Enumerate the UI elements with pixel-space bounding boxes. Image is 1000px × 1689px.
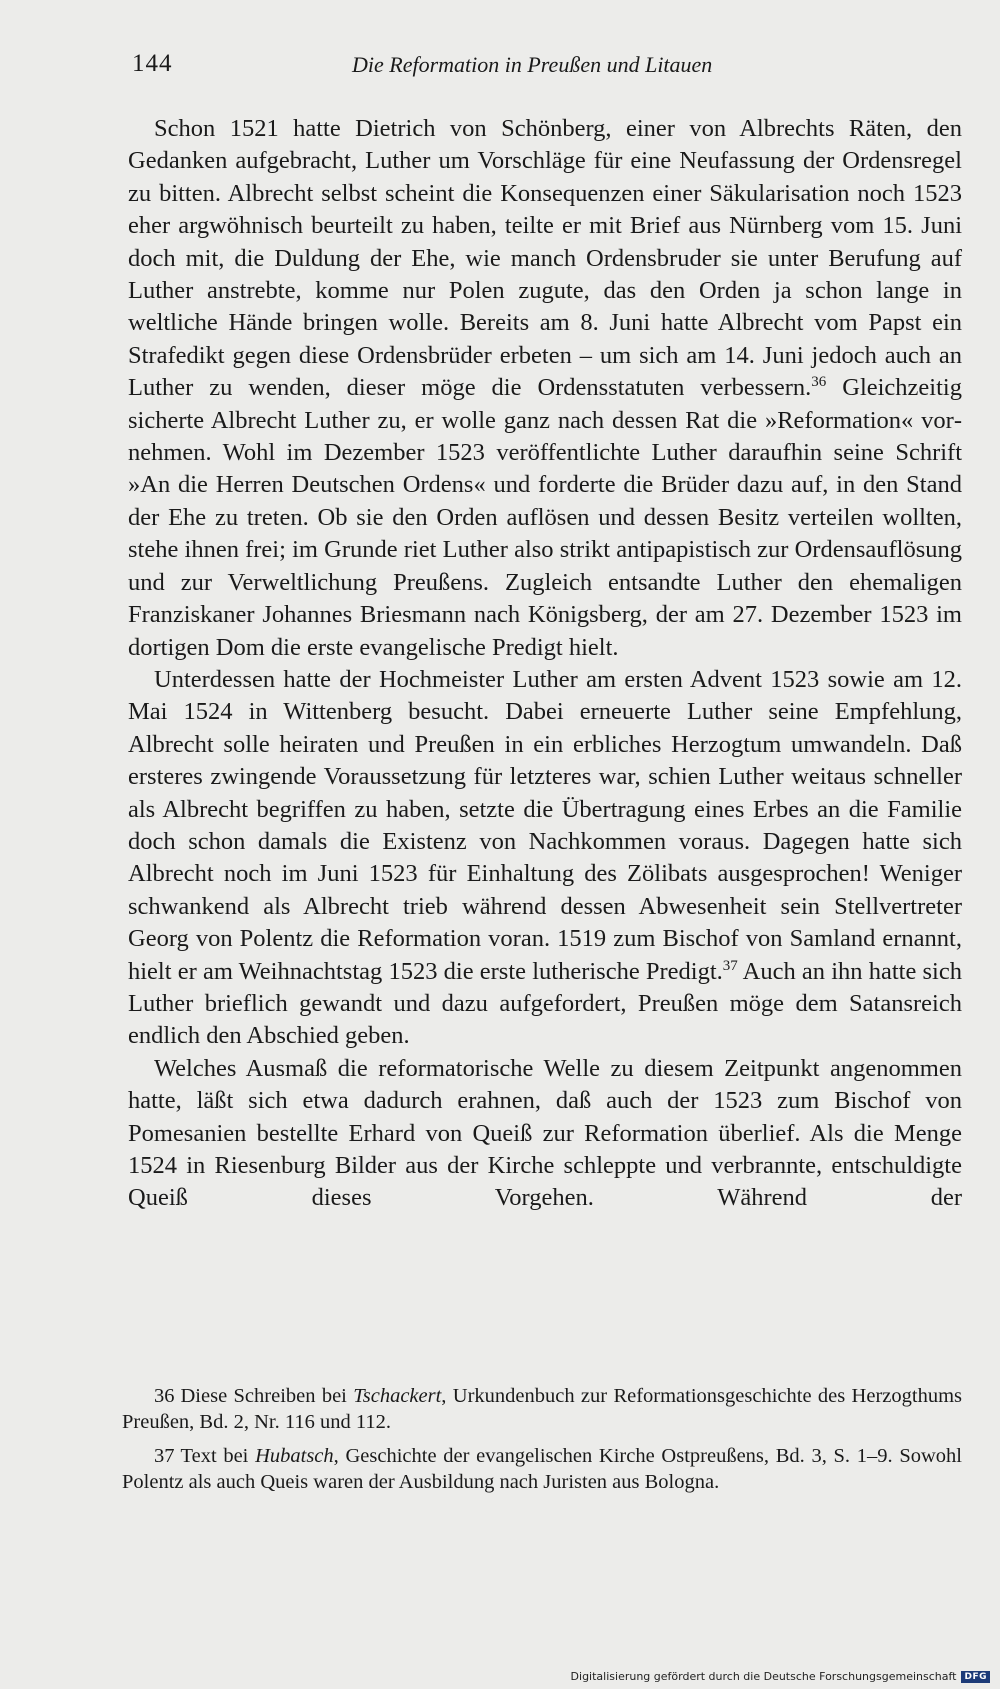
paragraph-text: Unterdessen hatte der Hochmeister Luther am ersten Advent 1523 sowie am 12. Mai 1524 in Wittenberg besucht. Dabei erneuerte Luther seine Empfehlung, Albrecht solle heiraten und Preußen in ein erbliches Herzogtum umwandeln. Daß ersteres zwingende Voraussetzung für letzteres war, schien Luther weitaus schneller als Albrecht begriffen zu haben, setzte die Übertragung eines Erbes an die Familie doch schon damals die Existenz von Nachkommen voraus. Dagegen hatte sich Albrecht noch im Juni 1523 für Einhaltung des Zölibats ausgesprochen! Weniger schwankend als Albrecht trieb während dessen Abwesenheit sein Stellvertreter Georg von Polentz die Reformation voran. 1519 zum Bischof von Samland ernannt, hielt er am Weihnachtstag 1523 die erste lutherische Predigt.: [128, 665, 962, 985]
footnote-number: 36: [154, 1385, 175, 1407]
footnote-author: Hubatsch: [255, 1445, 334, 1467]
credit-text: Digitalisierung gefördert durch die Deutsche Forschungsgemeinschaft: [570, 1670, 957, 1683]
paragraph-1: [128, 113, 962, 664]
dfg-logo-icon: DFG: [961, 1671, 990, 1683]
footnote-37: [122, 1443, 962, 1495]
footnotes: [122, 1383, 962, 1503]
page-number: 144: [132, 50, 173, 77]
paragraph-text: Welches Ausmaß die reformatorische Welle zu diesem Zeitpunkt angenommen hatte, läßt sich etwa dadurch erahnen, daß auch der 1523 zum Bischof von Pomesanien bestellte Erhard von Queiß zur Reformation überlief. Als die Menge 1524 in Riesenburg Bilder aus der Kirche schleppte und verbrannte, entschuldigte Queiß dieses Vorgehen. Während der: [128, 1054, 962, 1212]
paragraph-text: Gleichzeitig sicherte Albrecht Luther zu, er wolle ganz nach dessen Rat die »Reformation« vornehmen. Wohl im Dezember 1523 veröffentlichte Luther daraufhin seine Schrift »An die Herren Deutschen Ordens« und forderte die Brüder dazu auf, in den Stand der Ehe zu treten. Ob sie den Orden auflösen und dessen Besitz verteilen wollten, stehe ihnen frei; im Grunde riet Luther also strikt antipapistisch zur Ordensauflösung und zur Verweltlichung Preußens. Zugleich entsandte Luther den ehemaligen Franziskaner Johannes Briesmann nach Königsberg, der am 27. Dezember 1523 im dortigen Dom die erste evangelische Predigt hielt.: [128, 374, 962, 661]
footnote-text: Diese Schreiben bei: [180, 1385, 354, 1407]
paragraph-text: Auch an ihn hatte sich Luther brieflich gewandt und dazu aufgefordert, Preußen möge dem Satansreich endlich den Abschied geben.: [128, 957, 962, 1050]
footnote-ref-37: 37: [722, 957, 738, 974]
footnote-text: , Geschichte der evangelischen Kirche Ostpreußens, Bd. 3, S. 1–9. Sowohl Polentz als auch Queis waren der Ausbildung nach Juristen aus Bologna.: [122, 1445, 962, 1493]
paragraph-3: [128, 1053, 962, 1215]
footnote-ref-36: 36: [811, 374, 827, 391]
digitization-credit: [571, 1670, 990, 1683]
running-head: [128, 50, 962, 84]
paragraph-2: [128, 664, 962, 1053]
footnote-text: , Urkundenbuch zur Reformationsgeschichte des Herzogthums Preußen, Bd. 2, Nr. 116 und 112.: [122, 1385, 962, 1433]
footnote-author: Tschackert: [353, 1385, 442, 1407]
footnote-text: Text bei: [180, 1445, 256, 1467]
footnote-number: 37: [154, 1445, 175, 1467]
running-title: Die Reformation in Preußen und Litauen: [352, 52, 713, 77]
footnote-36: [122, 1383, 962, 1435]
body-text: [128, 113, 962, 1215]
paragraph-text: Schon 1521 hatte Dietrich von Schönberg, einer von Albrechts Räten, den Gedanken aufgebracht, Luther um Vorschläge für eine Neufassung der Ordensregel zu bitten. Albrecht selbst scheint die Konsequenzen einer Säkularisation noch 1523 eher argwöhnisch beurteilt zu haben, teilte er mit Brief aus Nürnberg vom 15. Juni doch mit, die Duldung der Ehe, wie manch Ordensbruder sie unter Berufung auf Luther anstrebte, komme nur Polen zugute, das den Orden ja schon lange in weltliche Hände bringen wolle. Bereits am 8. Juni hatte Albrecht vom Papst ein Strafedikt gegen diese Ordensbrüder erbeten – um sich am 14. Juni jedoch auch an Luther zu wenden, dieser möge die Ordensstatuten verbessern.: [128, 115, 962, 402]
